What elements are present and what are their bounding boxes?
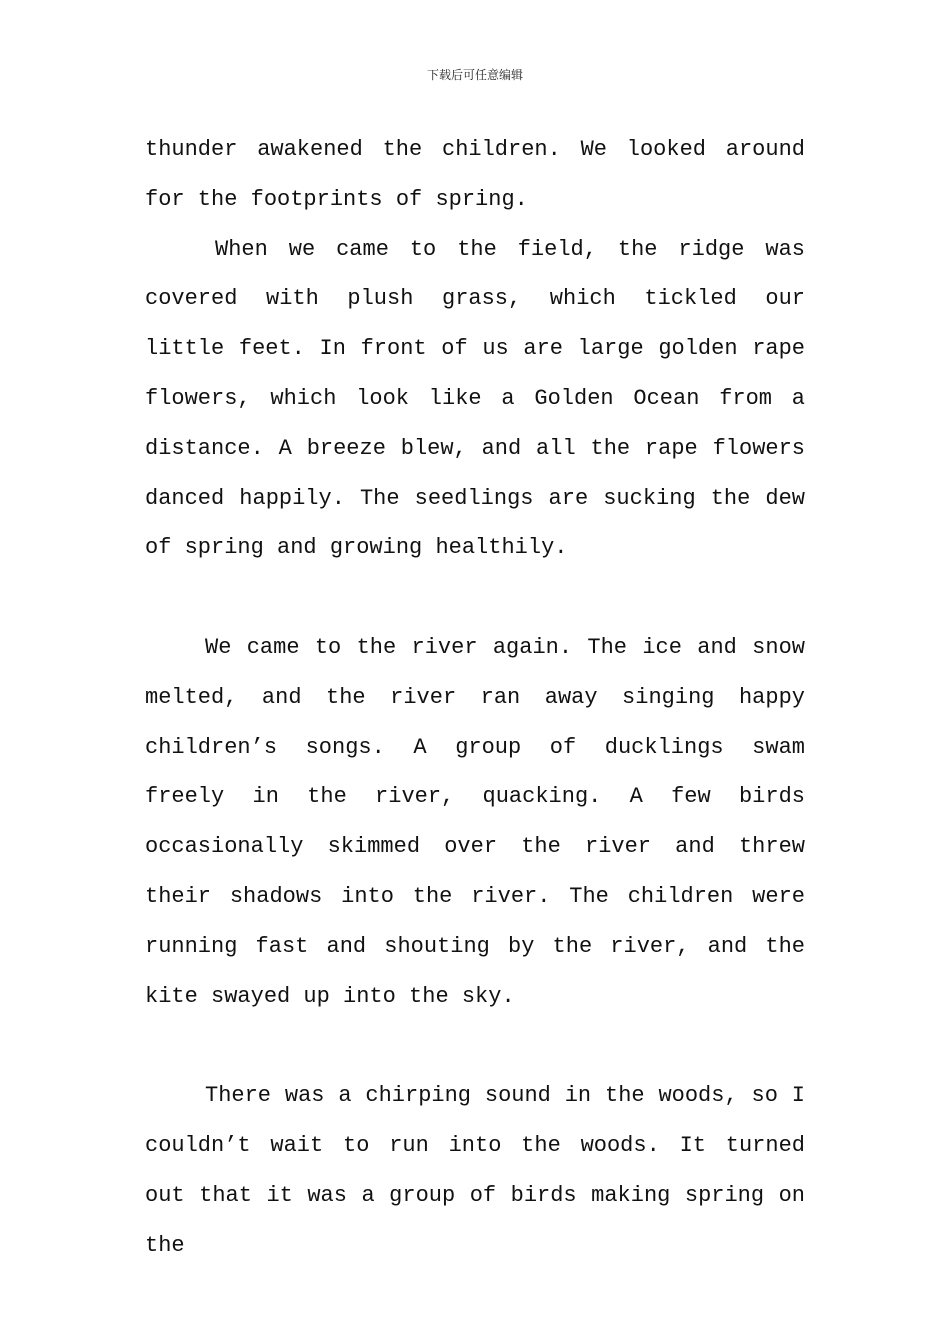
document-body — [145, 125, 805, 1270]
paragraph-continuation: thunder awakened the children. We looked around for the footprints of spring. — [145, 137, 805, 212]
paragraph-woods: There was a chirping sound in the woods, so I couldn’t wait to run into the woods. It turned out that it was a group of birds making spring on the — [145, 1083, 805, 1258]
paragraph-river: We came to the river again. The ice and snow melted, and the river ran away singing happy children’s songs. A group of ducklings swam freely in the river, quacking. A few birds occasionally skimmed over the river and threw their shadows into the river. The children were running fast and shouting by the river, and the kite swayed up into the sky. — [145, 634, 805, 1009]
page-header-note: 下载后可任意编辑 — [426, 68, 523, 82]
paragraph-field: When we came to the field, the ridge was covered with plush grass, which tickled our little feet. In front of us are large golden rape flowers, which look like a Golden Ocean from a distance. A breeze blew, and all the rape flowers danced happily. The seedlings are sucking the dew of spring and growing healthily. — [145, 236, 805, 561]
